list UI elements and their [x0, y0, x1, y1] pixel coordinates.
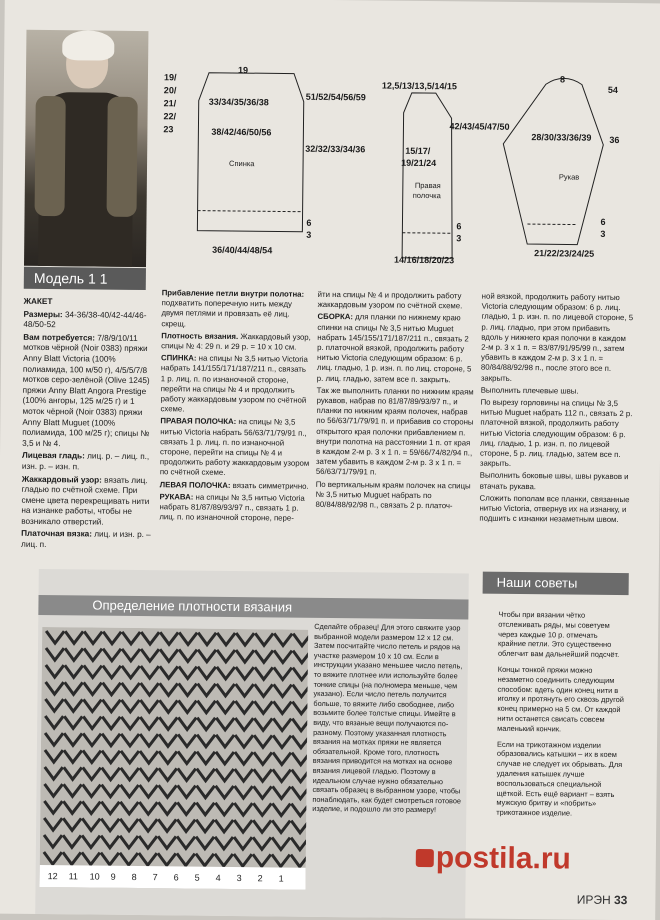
- model-photo: [24, 30, 148, 267]
- left-front-heading: ЛЕВАЯ ПОЛОЧКА:: [159, 479, 231, 490]
- ruler-number: 11: [68, 871, 79, 882]
- photo-hair: [62, 30, 114, 61]
- back-chest: 38/42/46/50/56: [211, 126, 272, 138]
- back-heading: СПИНКА:: [160, 353, 197, 363]
- density-text: Сделайте образец! Для этого свяжите узор выбранной модели размером 12 х 12 см. Затем посчитайте число петель и рядов на участке размером 10 х 10 см. Если в инструкции указано меньшее число петель, то вяжите плотнее или используйте более тонкие спицы (на полномера меньше, чем указано). Если число петель получится больше, то вяжите либо свободнее, либо возьмите более толстые спицы. Имейте в виду, что вязаные вещи получаются по-разному. Поэтому указанная плотность вязания на мотках пряжи не является обязательной. Кроме того, плотность вязания приводится на мотках на основе вязания лицевой гладью. Поэтому в идеальном случае нужно обязательно связать образец в выбранном узоре, чтобы понаблюдать, как будет смотреться готовое изделие, и подошло ли это размеру!: [312, 621, 463, 815]
- ruler-number: 2: [257, 873, 263, 884]
- back-hem-line: [198, 211, 303, 212]
- knit-swatch: [39, 627, 308, 890]
- col4-text2: Выполнить плечевые швы.: [480, 385, 579, 396]
- ruler-number: 12: [47, 871, 58, 882]
- sleeve-hem2: 3: [600, 228, 606, 239]
- front-mid2: 19/21/24: [401, 157, 437, 169]
- stitch2-value: вязать лиц. гладью по счётной схеме. При смене цвета перекрещивать нити на изнанке работы, чтобы не возникало отверстий.: [21, 475, 150, 527]
- back-right-top: 51/52/54/56/59: [305, 91, 366, 103]
- left-front-text: вязать симметрично.: [232, 480, 309, 491]
- front-bottom: 14/16/18/20/23: [394, 254, 455, 266]
- front-side: 42/43/45/47/50: [449, 121, 510, 132]
- watermark-icon: [416, 849, 434, 867]
- ruler-number: 9: [110, 871, 116, 882]
- back-bottom: 36/40/44/48/54: [212, 244, 273, 256]
- front-hem2: 3: [456, 233, 462, 244]
- footer-brand: ИРЭН: [576, 892, 611, 907]
- materials-value: 7/8/9/10/11 мотков чёрной (Noir 0383) пряжи Anny Blatt Victoria (100% полиамида, 100 м/50 г), 4/5/5/7/8 мотков серо-зелёной (Olive 1245) пряжи Anny Blatt Angora Prestige (100% ангоры, 125 м/25 г) и 1 моток чёрной (Noir 0383) пряжи Anny Blatt Muguet (100% полиамида, 100 м/25 г); спицы № 3,5 и № 4.: [22, 333, 150, 448]
- assembly-text: для планки по нижнему краю спинки на спицы № 3,5 нитью Muguet набрать 145/155/171/187/211 п., связать 2 р. платочной вязкой, продолжить работу нитью Victoria следующим образом: 6 р. лиц. гладью, 1 р. изн. п. по лиц. стороне, 5 р. лиц. гладью, затем все п. закрыть.: [316, 312, 472, 384]
- ruler-number: 8: [131, 871, 137, 882]
- ruler-number: 6: [173, 872, 179, 883]
- jacket-heading: ЖАКЕТ: [23, 296, 53, 307]
- back-name: Спинка: [229, 158, 255, 169]
- left-column: [21, 297, 154, 554]
- back-hem2: 3: [306, 229, 312, 240]
- col3-text3: Так же выполнить планки по нижним краям рукавов, набрав по 81/87/89/93/97 п., и планки по нижним краям полочек, набрав по 56/63/71/79/91 п. и прибавив со стороны открытого края полочки прибавлением п. внутри полотна на расстоянии 1 п. от края в каждом 2-м р. 3 х 1 п. = 59/66/74/82/94 п., затем убавить в каждом 2-м р. 3 х 1 п. = 56/63/71/79/91 п.: [315, 385, 474, 477]
- assembly-heading: СБОРКА:: [317, 312, 354, 322]
- back-side: 32/32/33/34/36: [305, 143, 366, 155]
- front-name2: полочка: [412, 190, 441, 201]
- front-hem-line: [402, 233, 452, 234]
- col3-text1: йти на спицы № 4 и продолжить работу жаккардовым узором по счётной схеме.: [317, 289, 463, 311]
- front-mid1: 15/17/: [405, 145, 431, 157]
- gauge-text: Жаккардовый узор, спицы № 4: 29 п. и 29 р. = 10 х 10 см.: [161, 331, 311, 352]
- materials-label: Вам потребуется:: [23, 332, 96, 343]
- increase-heading: Прибавление петли внутри полотна:: [161, 288, 305, 299]
- sleeve-name: Рукав: [558, 172, 580, 182]
- sleeve-width: 28/30/33/36/39: [531, 132, 592, 143]
- col4-text5: Сложить пополам все планки, связанные нитью Victoria, отвернув их на изнанку, и подшить с изнанки незаметным швом.: [479, 493, 630, 525]
- sleeve-outline: [502, 78, 604, 245]
- sleeve-top: 8: [559, 74, 566, 85]
- sizes-label: Размеры:: [23, 309, 63, 319]
- increase-text: подхватить поперечную нить между двумя петлями и провязать её лиц. скрещ.: [161, 298, 292, 329]
- page-footer: [577, 893, 628, 908]
- photo-jacket-left: [35, 96, 66, 216]
- ruler-number: 10: [89, 871, 100, 882]
- col4-text3: По вырезу горловины на спицы № 3,5 нитью Muguet набрать 112 п., связать 2 р. платочной вязкой, продолжить работу нитью Victoria следующим образом: 6 р. лиц. гладью, 1 р. изн. п. по лицевой стороне, 5 р. лиц. гладью, затем все п. закрыть.: [479, 397, 633, 469]
- ruler-number: 7: [152, 872, 158, 883]
- back-left-5: 23: [163, 124, 174, 135]
- back-left-3: 21/: [163, 98, 177, 109]
- ruler-number: 5: [194, 872, 200, 883]
- back-text: на спицы № 3,5 нитью Victoria набрать 141/155/171/187/211 п., связать 1 р. лиц. п. по изнаночной стороне, перейти на спицы № 4 и продолжить работу жаккардовым узором по счётной схеме.: [160, 353, 308, 414]
- col4-text4: Выполнить боковые швы, швы рукавов и втачать рукава.: [479, 471, 629, 491]
- pattern-diagrams: [152, 60, 644, 275]
- instructions-col-3: [315, 290, 475, 514]
- back-hem1: 6: [306, 217, 312, 228]
- instructions-col-4: [479, 292, 633, 528]
- gauge-heading: Плотность вязания.: [161, 331, 239, 341]
- tips-text: [496, 610, 626, 825]
- stitch1-label: Лицевая гладь:: [21, 451, 85, 461]
- back-left-4: 22/: [163, 111, 177, 122]
- stitch3-value: лиц. и изн. р. – лиц. п.: [21, 530, 151, 550]
- back-left-1: 19/: [163, 72, 177, 83]
- photo-jacket-right: [107, 97, 138, 217]
- tips-title: Наши советы: [483, 572, 629, 596]
- back-top: 19: [238, 65, 249, 76]
- front-hem1: 6: [456, 221, 462, 232]
- tip-3: Если на трикотажном изделии образовались катышки – их в коем случае не следует их обрывать. Для удаления катышек лучше воспользоваться специальной щёткой. Есть ещё вариант – взять мужскую бритву и «побрить» трикотажное изделие.: [496, 739, 623, 818]
- back-left-2: 20/: [163, 85, 177, 96]
- front-name1: Правая: [414, 180, 441, 191]
- sleeves-heading: РУКАВА:: [159, 492, 194, 502]
- instructions-col-2: [159, 288, 311, 526]
- right-front-heading: ПРАВАЯ ПОЛОЧКА:: [160, 416, 237, 427]
- ruler-number: 4: [215, 872, 221, 883]
- ruler-number: 3: [236, 873, 242, 884]
- sizes-value: 34-36/38-40/42-44/46-48/50-52: [23, 309, 147, 330]
- front-top: 12,5/13/13,5/14/15: [381, 80, 458, 92]
- model-title: Модель 1 1: [24, 267, 146, 290]
- right-front-text: на спицы № 3,5 нитью Victoria набрать 56/63/71/79/91 п., связать 1 р. лиц. п. по изнаночной стороне, перейти на спицы № 4 и продолжить работу жаккардовым узором по счётной схеме.: [159, 417, 310, 478]
- sleeve-top-right: 54: [607, 84, 618, 95]
- page-number: 33: [613, 892, 628, 908]
- sleeves-text: на спицы № 3,5 нитью Victoria набрать 81/87/89/93/97 п., связать 1 р. лиц. п. по изнаночной стороне, пере-: [159, 492, 305, 523]
- stitch2-label: Жаккардовый узор:: [21, 474, 102, 485]
- back-shoulder: 33/34/35/36/38: [208, 96, 269, 108]
- tip-2: Концы тонкой пряжи можно незаметно соединить следующим способом: вдеть один конец нити в иголку и протянуть его сквозь другой конец примерно на 5 см. От каждой нити останется свисать совсем маленький кончик.: [497, 664, 624, 734]
- ruler-number: 1: [278, 873, 284, 884]
- sleeve-hem-line: [527, 224, 577, 225]
- col4-text1: ной вязкой, продолжить работу нитью Victoria следующим образом: 6 р. лиц. гладью, 1 р. изн. п. по лицевой стороне, 5 р. лиц. гладью, при этом прибавить вдоль у нижнего края полочки в каждом 2-м р. 3 х 1 п. = 83/87/91/95/99 п., затем убавить в каждом 2-м р. 3 х 1 п. = 80/84/88/92/98 п., после этого все п. закрыть.: [480, 291, 634, 383]
- sleeve-cap: 36: [609, 134, 620, 146]
- stitch1-value: лиц. р. – лиц. п., изн. р. – изн. п.: [21, 451, 150, 472]
- sleeve-hem1: 6: [600, 216, 606, 227]
- watermark: postila.ru: [435, 841, 572, 876]
- col3-text4: По вертикальным краям полочек на спицы № 3,5 нитью Muguet набрать по 80/84/88/92/98 п., связать 2 р. платоч-: [315, 479, 471, 511]
- density-title: Определение плотности вязания: [38, 595, 468, 620]
- sleeve-bottom: 21/22/23/24/25: [534, 248, 595, 259]
- stitch3-label: Платочная вязка:: [21, 529, 93, 539]
- tip-1: Чтобы при вязании чётко отслеживать ряды, мы советуем через каждые 10 р. отмечать крайние петли. Это существенно облегчит вам дальнейший подсчёт.: [497, 609, 620, 660]
